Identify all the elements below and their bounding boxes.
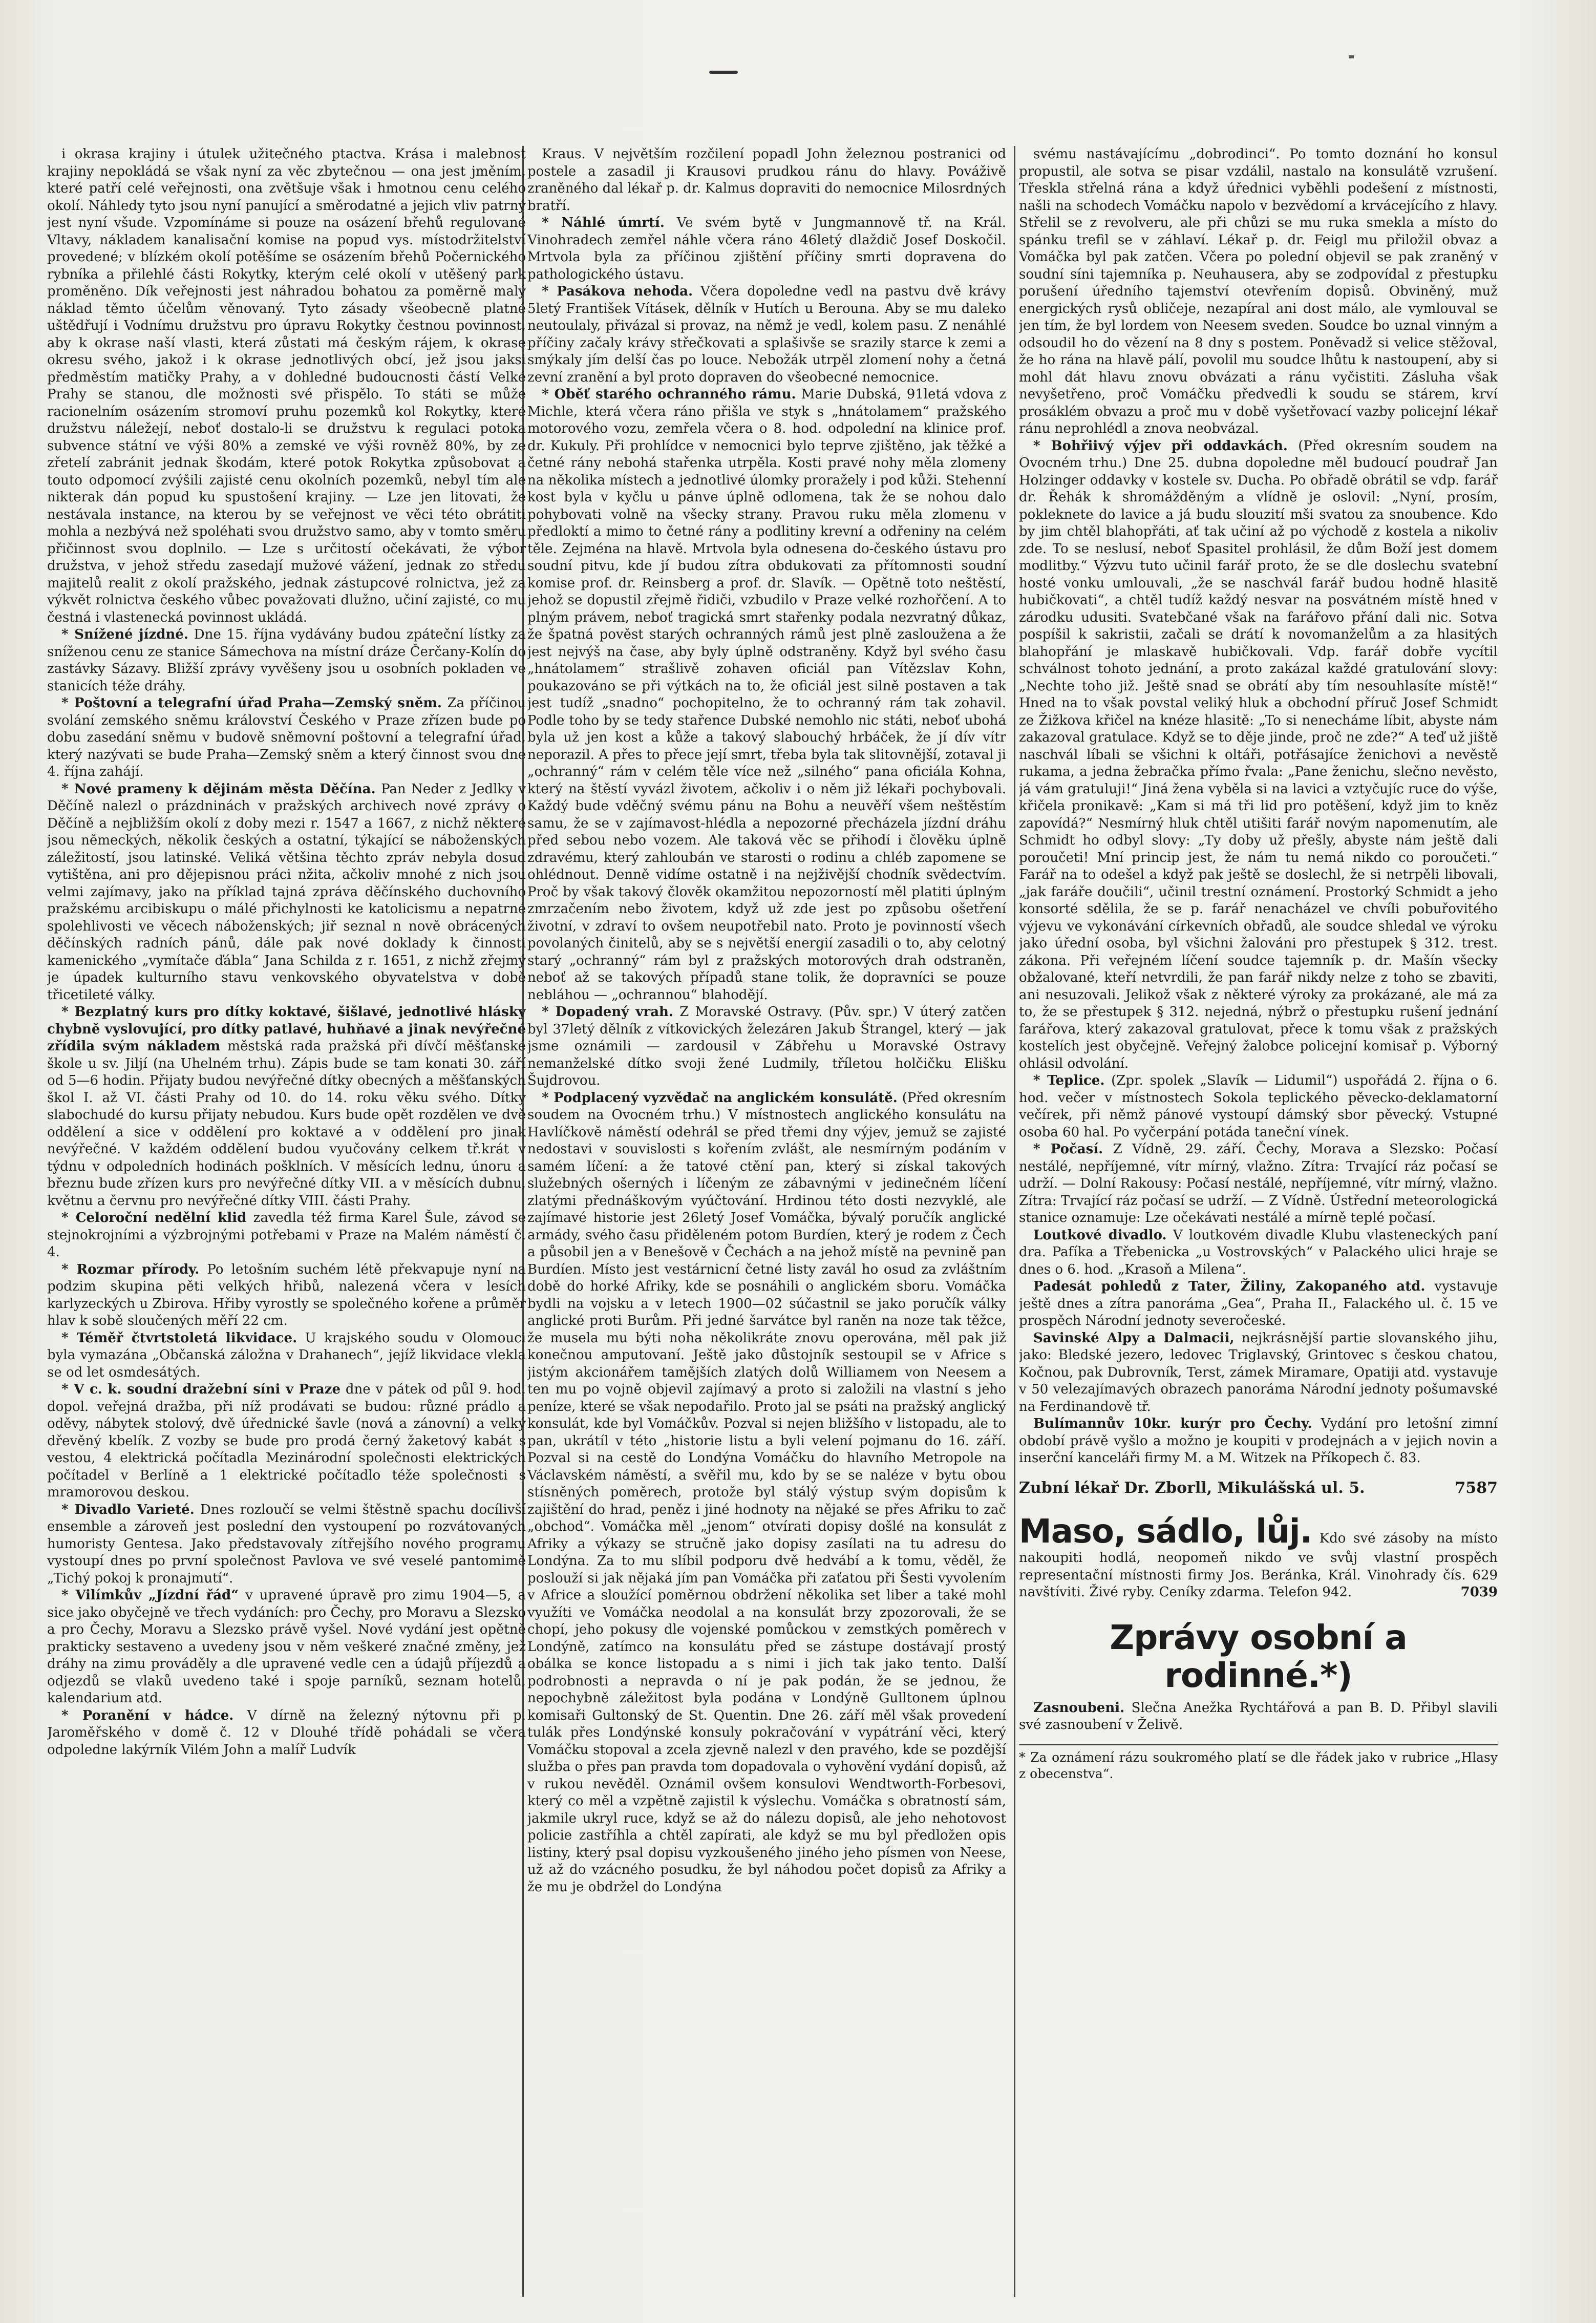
article-paragraph <box>1019 1141 1498 1227</box>
article-text: dne v pátek od půl 9. hod. dopol. veřejná dražba, při níž prodávati se budou: různé prádlo a oděvy, nábytek stolový, dvě úřednické šavle (nová a zánovní) a velký dřevěný kbelík. Z vozby se bude pro prodá černý žaketový kabát s vestou, 4 elektrická počítadla Mezinárodní společnosti elektrických počítadel v Berlíně a 1 elektrické počítadlo téže společnosti s mramorovou deskou. <box>47 1382 526 1500</box>
article-paragraph <box>1019 146 1498 438</box>
article-headline: * Teplice. <box>1033 1073 1105 1088</box>
article-paragraph <box>47 1381 526 1502</box>
article-text: Marie Dubská, 91letá vdova z Michle, která včera ráno přišla ve styk s „hnátolamem“ pražského motorového vozu, zemřela včera o 8. hod. odpolední na klinice prof. dr. Kukuly. Při prohlídce v nemocnici bylo teprve zjištěno, jak těžké a četné rány nebohá stařenka utrpěla. Kosti pravé nohy měla zlomeny na několika místech a jednotlivé úlomky proražely i pod kůži. Stehenní kost byla v kyčlu u pánve úplně odlomena, tak že se nohou dalo pohybovati volně na všecky strany. Pravou ruku měla zlomenu v předloktí a mimo to četné rány a podlitiny krevní a odřeniny na celém těle. Zejména na hlavě. Mrtvola byla odnesena do-českého ústavu pro soudní pitvu, kde jí budou zítra obdukovati za přítomnosti soudní komise prof. dr. Reinsberg a prof. dr. Slavík. — Opětně toto neštěstí, jehož se dopustil zřejmě řidiči, vzbudilo v Praze velké rozhořčení. A to plným právem, neboť tragická smrt stařenky podala nezvratný důkaz, že špatná pověst starých ochranných rámů jest plně zasloužena a že jest nejvýš na čase, aby byly úplně odstraněny. Když byl svého času „hnátolamem“ strašlivě zohaven oficiál pan Vítězslav Kohn, poukazováno se při výtkách na to, že oficiál jest silně postaven a tak jest tudíž „snadno“ pochopitelno, že to ochranný rám tak zohavil. Podle toho by se tedy stařence Dubské nemohlo nic státi, neboť ubohá byla už jen kost a kůže a takový slabouchý hrbáček, že jí dív vítr neporazil. A přes to přece její smrt, třeba byla tak slitovnější, zotaval ji „ochranný“ rám v celém těle více než „silného“ pana oficiála Kohna, který na štěstí vyvázl životem, ačkoliv i o něm již lékaři pochybovali. Každý bude vděčný svému pánu na Bohu a neuvěří všem neštěstím samu, že se v zajímavost-hlédla a nepozorné přecházela jízdní dráhu před sebou nebo vozem. Ale taková věc se přihodí i člověku úplně zdravému, který zahloubán ve starosti o rodinu a chléb zapomene se ohlédnout. Denně vidíme ostatně i na nejživější chodník svědectvím. Proč by však takový člověk okamžitou nepozorností měl platiti úplným zmrzačením nebo životem, když už zde jest po způsobu ošetření životní, v zdraví to ovšem neupotřebil nato. Proto je povinností všech povolaných činitelů, aby se s největší energií zasadili o to, aby celotný starý „ochranný“ rám byl z pražských motorových drah odstraněn, neboť až se takových případů stane tolik, že dopravníci se pouze nebláhou — „ochrannou“ blahodějí. <box>527 387 1006 1003</box>
article-text: Z Moravské Ostravy. (Pův. spr.) V úterý zatčen byl 37letý dělník z vítkovických železáren Jakub Štrangel, který — jak jsme oznámili — zardousil v Zábřehu u Moravské Ostravy nemanželské dítko svoji žené Ludmily, tříletou holčičku Elišku Šujdrovou. <box>527 1004 1006 1088</box>
article-paragraph <box>527 386 1006 1004</box>
article-headline: * Divadlo Varieté. <box>61 1502 195 1517</box>
article-paragraph <box>527 1090 1006 1896</box>
article-headline: * Náhlé úmrtí. <box>542 215 665 230</box>
article-paragraph <box>47 1261 526 1330</box>
article-paragraph <box>527 1004 1006 1090</box>
article-headline: * Téměř čtvrtstoletá likvidace. <box>61 1330 297 1346</box>
article-headline: Zasnoubeni. <box>1033 1700 1125 1716</box>
article-headline: Bulímannův 10kr. kurýr pro Čechy. <box>1033 1416 1312 1431</box>
article-text: (Před okresním soudem na Ovocném trhu.) Dne 25. dubna dopoledne měl budoucí poudrař Jan Holzinger oddavky v kostele sv. Ducha. Po obřadě obrátil se vdp. farář dr. Řehák k shromážděným a vlídně je oslovil: „Nyní, prosím, pokleknete do lavice a já budu slouzití mši svatou za snoubence. Kdo by jim chtěl blahopřáti, ať tak učiní až po východě z kostela a nikoliv zde. To se neslusí, neboť Spasitel prohlásil, že dům Boží jest domem modlitby.“ Výzvu tuto učinil farář proto, že se dle doslechu svatební hosté vonku umlouvali, „že se naschvál farář budou hodně hlasitě hubičkovati“, a chtěl tudíž každý nesvar na posvátném místě hned v zárodku udusiti. Svatebčané však na farářovo přání dali nic. Sotva pospíšil k sakristii, začali se drátí k novomanželům a za hlasitých blahopřání je mlaskavě hubičkovali. Vdp. farář dobře vycítil schválnost tohoto jednání, a proto zakázal každé gratulování slovy: „Nechte toho již. Ještě snad se obrátí aby tím nesouhlasíte místě!“ Hned na to však povstal veliký hluk a obchodní příruč Josef Schmidt ze Žižkova křičel na knéze hlasitě: „To si nenecháme líbit, abyste nám zakazoval gratulace. Když se to děje jinde, proč ne zde?“ A teď už jiště naschvál líbali se všichni k oltáři, potřásajíce ženichovi a nevěstě rukama, a jedna žebračka přímo řvala: „Pane ženichu, slečno nevěsto, já vám gratuluji!“ Jiná žena vyběla si na lavici a vztyčujíc ruce do výše, křičela pronikavě: „Kam si má tři lid pro potěšení, když jim to kněz zapovídá?“ Nesmírný hluk chtěl utišiti farář novým napomenutím, ale Schmidt ho odbyl slovy: „Ty doby už přešly, abyste nám ještě dali poroučeti! Mní princip jest, že nám tu nemá nikdo co poroučeti.“ Farář na to odešel a když pak ještě se doslechl, že si netrpěli libovali, „jak faráře doučili“, učinil trestní oznámení. Prostorký Schmidt a jeho konsorté sdělila, že se p. farář nenacházel ve chvíli pobuřovitého výjevu ve vykonávání církevních obřadů, ale soudce shledal ve výroku jako úřední osoba, byl všichni žalováni pro přestupek § 312. trest. zákona. Při veřejném líčení soudce tajemník p. dr. Mašín všecky obžalované, kteří netvrdili, že pan farář nikdy nelze z toho se zbaviti, ani nesuzovali. Jelikož však z některé výroky za prokázané, ale má za to, že se přestupek § 312. nejedná, nýbrž o přestupku rušení jednání farářova, který zakazoval gratulovat, přece k tomu však z pražských kostelích jest obyčejně. Veřejný žalobce policejní komisař p. Výborný ohlásil odvolání. <box>1019 438 1498 1071</box>
meat-ad <box>1019 1504 1498 1601</box>
column-right <box>1019 146 1498 2287</box>
dentist-ad-text: Zubní lékař Dr. Zborll, Mikulášská ul. 5. <box>1019 1479 1365 1497</box>
article-text: Kraus. V největším rozčilení popadl John železnou postranici od postele a zasadil ji Krausovi prudkou ránu do hlavy. Pováživě zraněného dal lékař p. dr. Kalmus dopraviti do nemocnice Milosrdných bratří. <box>527 146 1006 214</box>
article-headline: * Vilímkův „Jízdní řád“ <box>61 1588 239 1603</box>
article-headline: * Oběť starého ochranného rámu. <box>542 387 796 402</box>
article-headline: * Nové prameny k dějinám města Děčína. <box>61 781 376 797</box>
article-headline: * Poranění v hádce. <box>61 1707 234 1723</box>
article-text: svému nastávajícímu „dobrodinci“. Po tomto doznání ho konsul propustil, ale sotva se pisar vzdálil, nastalo na konsulátě vzrušení. Třeskla střelná rána a když úřednici vyběhli podešení z místnosti, našli na schodech Vomáčku napolo v bezvědomí a krvácejícího z hlavy. Střelil se z revolveru, ale při chůzi se mu ruka smekla a místo do spánku trefil se v záhlaví. Lékař p. dr. Feigl mu přiložil obvaz a Vomáčka byl pak zatčen. Včera po polední objevil se pak zraněný v soudní síni tajemníka p. Neuhausera, aby se zodpovídal z přestupku porušení úředního tajemství otevřením dopisů. Obviněný, muž energických rysů obličeje, nezapíral ani dost málo, ale vymlouval se jen tím, že byl lordem von Neesem sveden. Soudce bo uznal vinným a odsoudil ho do vězení na 8 dny s postem. Poněvadž si velice stěžoval, že ho rána na hlavě pálí, povolil mu soudce lhůtu k nastoupení, aby si mohl dát hlavu znovu obvázati a ránu vyčistiti. Zásluha však nevyšetřeno, proč Vomáčku předvedli k soudu se stárem, krví prosáklém obvazu a proč mu v době vyšetřovací vazby policejní lékař ránu neprohlédl a znova neobvázal. <box>1019 146 1498 436</box>
article-text: Dne 15. října vydávány budou zpáteční lístky za sníženou cenu ze stanice Sámechova na místní dráze Čerčany-Kolín do zastávky Sázavy. Bližší zprávy vyvěšeny jsou u osobních pokladen ve stanicích téže dráhy. <box>47 627 526 694</box>
article-text: V dírně na železný nýtovnu při p. Jaroměřského v domě č. 12 v Dlouhé třídě pohádali se včera odpoledne lakýrník Vilém John a malíř Ludvík <box>47 1707 526 1758</box>
article-paragraph <box>47 1330 526 1382</box>
article-headline: * Celoroční nedělní klid <box>61 1210 247 1226</box>
article-text: Slečna Anežka Rychtářová a pan B. D. Přibyl slavili své zasnoubení v Želivě. <box>1019 1700 1498 1733</box>
article-paragraph <box>1019 1700 1498 1734</box>
article-paragraph <box>47 1210 526 1261</box>
article-headline: * Pasákova nehoda. <box>542 284 693 299</box>
article-text: Dnes rozloučí se velmi štěstně spachu docílivší ensemble a zároveň jest poslední den vystoupení po rozvátovaných humoristy Gentesa. Jako představovaly zítřejšího nového programu vystoupí dnes po první společnost Pavlova ve své veselé pantomimě „Tichý pokoj k pronajmutí“. <box>47 1502 526 1586</box>
article-paragraph <box>527 146 1006 215</box>
meat-ad-body: Kdo své zásoby na místo nakoupiti hodlá, neopomeň nikdo ve svůj vlastní prospěch representační místnosti firmy Jos. Beránka, Král. Vinohrady čís. 629 navštíviti. Živé ryby. Ceníky zdarma. Telefon 942. <box>1019 1531 1498 1600</box>
article-text: Pan Neder z Jedlky v Děčíně nalezl o prázdninách v pražských archivech nové zprávy o Děčíně a nejbližším okolí z doby mezi r. 1547 a 1667, z nichž některé jsou německých, několik českých a ostatní, týkající se náboženských záležitostí, jsou latinské. Veliká většina těchto zpráv nebyla dosud vytištěna, ani pro dějepisnou práci nžita, ačkoliv mnohé z nich jsou velmi zajímavy, jako na příklad tajná zpráva děčínského duchovního pražskému arcibiskupu o málé přichylnosti ke katolicismu a nepatrné spolehlivosti ve věcech náboženských; jiř seznal n nově obrácených děčínských radních pánů, dále pak nové doklady k činnosti kamenického „vymítače ďábla“ Jana Schilda z r. 1651, z nichž zřejmý je úpadek kulturního stavu venkovského obyvatelstva v době třicetileté války. <box>47 781 526 1003</box>
article-headline: * Snížené jízdné. <box>61 627 188 642</box>
article-headline: * Bohřiivý výjev při oddavkách. <box>1033 438 1288 454</box>
article-paragraph <box>47 781 526 1004</box>
article-paragraph <box>47 1587 526 1707</box>
dentist-ad-number: 7587 <box>1455 1479 1498 1497</box>
article-headline: * Rozmar přírody. <box>61 1261 200 1277</box>
article-text: Vydání pro letošní zimní období právě vyšlo a možno je koupiti v prodejnách a v jejich novin a inserční kanceláři firmy M. a M. Witzek na Příkopech č. 83. <box>1019 1416 1498 1466</box>
meat-ad-number: 7039 <box>1460 1585 1498 1600</box>
article-text: V loutkovém divadle Klubu vlasteneckých paní dra. Pafíka a Třebenicka „u Vostrovských“ v Palackého ulici hraje se dnes o 6. hod. „Krasoň a Milena“. <box>1019 1227 1498 1277</box>
article-paragraph <box>47 626 526 695</box>
article-paragraph <box>1019 1278 1498 1330</box>
article-paragraph <box>47 146 526 626</box>
personal-news-footnote: * Za oznámení rázu soukromého platí se dle řádek jako v rubrice „Hlasy z obecenstva“. <box>1019 1744 1498 1782</box>
column-rule-right <box>1014 146 1015 2297</box>
dentist-ad <box>1019 1480 1498 1497</box>
column-right-articles <box>1019 146 1498 1467</box>
article-paragraph <box>47 1502 526 1588</box>
article-headline: * Poštovní a telegrafní úřad Praha—Zemský sněm. <box>61 695 442 711</box>
article-paragraph <box>1019 1330 1498 1416</box>
top-ornament-dash <box>709 71 738 74</box>
article-headline: Padesát pohledů z Tater, Žiliny, Zakopaného atd. <box>1033 1279 1425 1294</box>
article-paragraph <box>47 695 526 781</box>
article-paragraph <box>1019 438 1498 1073</box>
article-text: Ve svém bytě v Jungmannově tř. na Král. Vinohradech zemřel náhle včera ráno 46letý dlaždič Josef Doskočil. Mrtvola byla za příčinou zjištění příčiny smrti dopravena do pathologického ústavu. <box>527 215 1006 282</box>
article-text: Včera dopoledne vedl na pastvu dvě krávy 5letý František Vításek, dělník v Hutích u Berouna. Aby se mu daleko neutoulaly, přivázal si provaz, na němž je vedl, kolem pasu. Z nenáhlé příčiny začaly krávy střečkovati a splašivše se srazily starce k zemi a smýkaly jím delší čas po louce. Nebožák utrpěl zlomení nohy a četná zevní zranění a byl proto dopraven do všeobecné nemocnice. <box>527 284 1006 385</box>
article-headline: * Dopadený vrah. <box>542 1004 673 1020</box>
article-paragraph <box>1019 1227 1498 1279</box>
article-text: (Zpr. spolek „Slavík — Lidumil“) uspořádá 2. října o 6. hod. večer v místnostech Sokola teplického pěvecko-deklamatorní večírek, při němž pánové vystoupí dámský sbor pěvecký. Vstupné osoba 60 hal. Po vyčerpání potáda taneční vínek. <box>1019 1073 1498 1140</box>
article-text: i okrasa krajiny i útulek užitečného ptactva. Krása i malebnost krajiny nepokládá se však nyní za věc zbytečnou — ona jest jměním, které patří celé veřejnosti, ona zvětšuje však i hmotnou cenu celého okolí. Náhledy tyto jsou nyní panující a směrodatné a jejich vliv patrný jest nyní všude. Vzpomínáme si pouze na osázení břehů regulované Vltavy, nákladem kanalisační komise na popud vys. místodržitelství provedené; v blízkém okolí potěšíme se osázením břehů Počernického rybníka a přilehlé části Rokytky, kterým celé okolí v utěšený park proměněno. Dík veřejnosti jest náhradou bohatou za poměrně malý náklad těmto účelům věnovaný. Tyto zásady všeobecně platné uštědřují i Vodnímu družstvu pro úpravu Rokytky čestnou povinnost, aby k okrase naší vlasti, která zůstati má českým rájem, k okrase okresu svého, jakož i k okrase jednotlivých obcí, jež jsou jaksi předměstím matičky Prahy, a v dohledné budoucnosti částí Velké Prahy se stanou, dle možnosti své přispělo. To státi se může racionelním osázením stromoví pruhu pozemků kol Rokytky, které družstvu náležejí, neboť dostalo-li se družstvu k regulaci potoka subvence státní ve výši 80% a zemské ve výši rovněž 80%, by ze zřetelí zabránit jednak škodám, které potok Rokytka způsobovat a touto odpomocí zvýšili zajisté cenu okolních pozemků, nebyl tím ale nikterak dán popud ku spustošení krajiny. — Lze jen litovati, že nestávala instance, na kterou by se veřejnost ve věci této obrátiti mohla a nezbývá než spoléhati svou družstvo samo, aby v tomto směru přičinnost svou doplnilo. — Lze s určitostí očekávati, že výbor družstva, v jehož středu zasedají mužové vážení, jednak zo středu majitelů realit z okolí pražského, jednak zástupcové rolnictva, jež za výkvět rolnictva českého vůbec považovati dlužno, učiní zajisté, co mu čestná i vlastenecká povinnost ukládá. <box>47 146 526 625</box>
article-headline: * V c. k. soudní dražební síni v Praze <box>61 1382 341 1397</box>
article-paragraph <box>1019 1072 1498 1141</box>
article-headline: * Počasí. <box>1033 1142 1103 1157</box>
article-paragraph <box>47 1004 526 1210</box>
personal-news-title: Zprávy osobní a rodinné.*) <box>1110 1617 1407 1695</box>
article-text: Po letošním suchém létě překvapuje nyní na podzim skupina pěti velkých hřibů, nalezená včera v lesích karlyzeckých u Zbirova. Hřiby vyrostly se společného kořene a průměr hlav k sobě sloučených měří 22 cm. <box>47 1261 526 1328</box>
personal-news-entries <box>1019 1700 1498 1734</box>
article-headline: Savinské Alpy a Dalmacii, <box>1033 1330 1235 1346</box>
article-paragraph <box>1019 1416 1498 1467</box>
article-text: vystavuje ještě dnes a zítra panoráma „Gea“, Praha II., Falackého ul. č. 15 ve prospěch Národní jednoty severočeské. <box>1019 1279 1498 1328</box>
article-text: Z Vídně, 29. září. Čechy, Morava a Slezsko: Počasí nestálé, nepříjemné, vítr mírný, vlažno. Zítra: Trvající ráz počasí se udrží. — Dolní Rakousy: Počasí nestálé, nepříjemné, vítr mírný, vlažno. Zítra: Trvající ráz počasí se udrží. — Z Vídně. Ústřední meteorologická stanice oznamuje: Lze očekávati nestálé a mírně teplé počasí. <box>1019 1142 1498 1226</box>
article-text: zavedla též firma Karel Šule, závod se stejnokrojními a výzbrojnými potřebami v Praze na Malém náměstí č. 4. <box>47 1210 526 1260</box>
article-headline: * Podplacený vyzvědač na anglickém konsulátě. <box>542 1090 898 1106</box>
article-text: v upravené úpravě pro zimu 1904—5, a sice jako obyčejně ve třech vydáních: pro Čechy, pro Moravu a Slezsko a pro Čechy, Moravu a Slezsko právě vyšel. Nové vydání jest opětně prakticky sestaveno a uvedeny jsou v něm veškeré značné změny, jež dráhy na zimu prováděly a dle upravené vedle cen a údajů příjezdů a odjezdů se vlaků uvedeno také i spoje parníků, seznam hotelů, kalendarium atd. <box>47 1588 526 1706</box>
article-paragraph <box>527 215 1006 283</box>
column-left <box>47 146 526 2287</box>
meat-ad-headline: Maso, sádlo, lůj. <box>1019 1513 1312 1551</box>
article-text: (Před okresním soudem na Ovocném trhu.) V místnostech anglického konsulátu na Havlíčkově náměstí odehrál se před třemi dny výjev, jemuž se zajisté nedostavi v souvislosti s kořením zvlášt, ale nesmírným podáním v samém líčení: a že tatové ctění pan, který si získal takových služebných ošerných i líčeným ze zábavnými v jedinečném líčení zlatými přednáškovým vyúčtování. Hrdinou této dosti nezvyklé, ale zajímavé historie jest 26letý Josef Vomáčka, bývalý poručík anglické armády, svého času přiděleném potom Burdíen, který je rodem z Čech a působil jen a v Benešově v Čechách a na jehož místě na pevnině pan Burdíen. Místo jest vestárnicní četné listy zavál ho osud za zvláštním době do horké Afriky, kde se posnáhili o anglickém sboru. Vomáčka bydli na vojsku a v letech 1900—02 súčastnil se jako poručík války anglické proti Burům. Při jedné šarvátce byl raněn na noze tak těžce, že musela mu býti noha několikráte znovu operována, měl pak již konečnou amputovaní. Ještě jako důstojník sestoupil se v Africe s jistým akcionářem tamějších zlatých dolů Williamem von Neesem a ten mu po vojně objevil zajímavý a proto si založili na vlastní s jeho peníze, které se však nepodařilo. Proto jal se psáti na pražský anglický konsulát, kde byl Vomáčkův. Pozval si nejen bližšího v listopadu, ale to pan, ukrátíl v této „historie listu a byli velení pojmanu do 16. září. Pozval si na cestě do Londýna Vomáčku do hlavního Metropole na Václavském náměstí, a svěřil mu, kdo by se se naléze v bytu obou stísněných poměrech, protože byl stálý výstup svým dopisům k zajištění do hrad, peněz i jiné hodnoty na nějaké se přes Afriku to zač „obchod“. Vomáčka měl „jenom“ otvírati dopisy došlé na konsulát z Afriky a výkazy se stručně jako dopisy zasílati na tu adresu do Londýna. Za to mu slíbil podporu dvě hedvábí a k tomu, věděl, že poslouží si jak nějaká jím pan Vomáčka při zaťatou při Šesti vyvolením v Africe a sloužící poměrnou obdržení několika set liber a také mohl využíti ve Vomáčka neodolal a na konsulát brzy zpozorovali, že se chopí, jeho pokusy dle vojenské pomůckou v zemstkých poměrech v Londýně, zatímco na konsulátu před se zástupe dostávají prostý obálka se konce listopadu a s nimi i jich tak jako tento. Další podrobnosti a nepravda o ní je pak podán, že se jednou, že nepochybně záležitost byla podána v Londýně Gulltonem úplnou komisaři Gultonský de St. Quentin. Dne 26. září měl však provedení tulák přes Londýnské konsuly pokračování v vypátrání věci, který Vomáčku stopoval a zcela zjevně nalezl v den pravého, kde se pozdější služba o přes pan pravda tom dopadovala o vyhovění vydání dopisů, až v rukou nevěděl. Oznámil ovšem konsulovi Wendtworth-Forbesovi, který co měl a vzpětně zajistil k výslechu. Vomáčka s obratností sám, jakmile ukryl ruce, když se až do nálezu dopisů, ale jeho nehotovost policie zastříhla a chtěl zapírati, ale když se mu byl předložen opis listiny, který psal dopisu vyzkoušeného jiného jeho písmen von Neese, už až do vzácného posudku, že byl náhodou počet dopisů za Afriky a že mu je obdržel do Londýna <box>527 1090 1006 1895</box>
article-paragraph <box>47 1707 526 1759</box>
article-headline: * Bezplatný kurs pro dítky koktavé, šišlavé, jednotlivé hlásky chybně vyslovující, pro dítky patlavé, huhňavé a jinak nevýřečné zřídila svým nákladem <box>47 1004 526 1054</box>
article-text: Za příčinou svolání zemského sněmu království Českého v Praze zřízen bude po dobu zasedání sněmu v budově sněmovní poštovní a telegrafní úřad, který nazývati se bude Praha—Zemský sněm a který činnost svou dne 4. října zahájí. <box>47 695 526 779</box>
article-paragraph <box>527 283 1006 386</box>
article-text: U krajského soudu v Olomouci byla vymazána „Občanská záložna v Drahanech“, jejíž likvidace vlekla se od let osmdesátých. <box>47 1330 526 1380</box>
article-text: městská rada pražská při dívčí měšťanské škole u sv. Jiljí (na Uhelném trhu). Zápis bude se tam konati 30. září od 5—6 hodin. Přijaty budou nevýřečné dítky obecných a měšťanských škol I. až VI. části Prahy od 10. do 14. roku věku svého. Dítky slabochudé do kursu přijaty nebudou. Kurs bude opět rozdělen ve dvě oddělení a sice v oddělení pro koktavé a v oddělení pro jinak nevýřečné. V každém oddělení budou vyučovány celkem tř.krát v týdnu v odpoledních hodinách pošklních. V měsících lednu, únoru a březnu bude zřízen kurs pro nevýřečné dítky VII. a v měsících dubnu, květnu a červnu pro nevýřečné dítky VIII. části Prahy. <box>47 1039 526 1209</box>
column-middle <box>527 146 1006 2287</box>
article-text: nejkrásnější partie slovanského jihu, jako: Bledské jezero, ledovec Triglavský, Grintovec s českou chatou, Kočnou, pak Dubrovník, Terst, zámek Miramare, Opatiji atd. vystavuje v 50 velezajímavých obrazech panoráma Národní jednoty pošumavské na Ferdinandově tř. <box>1019 1330 1498 1414</box>
page-speck <box>1349 55 1354 58</box>
article-headline: Loutkové divadlo. <box>1033 1227 1167 1243</box>
